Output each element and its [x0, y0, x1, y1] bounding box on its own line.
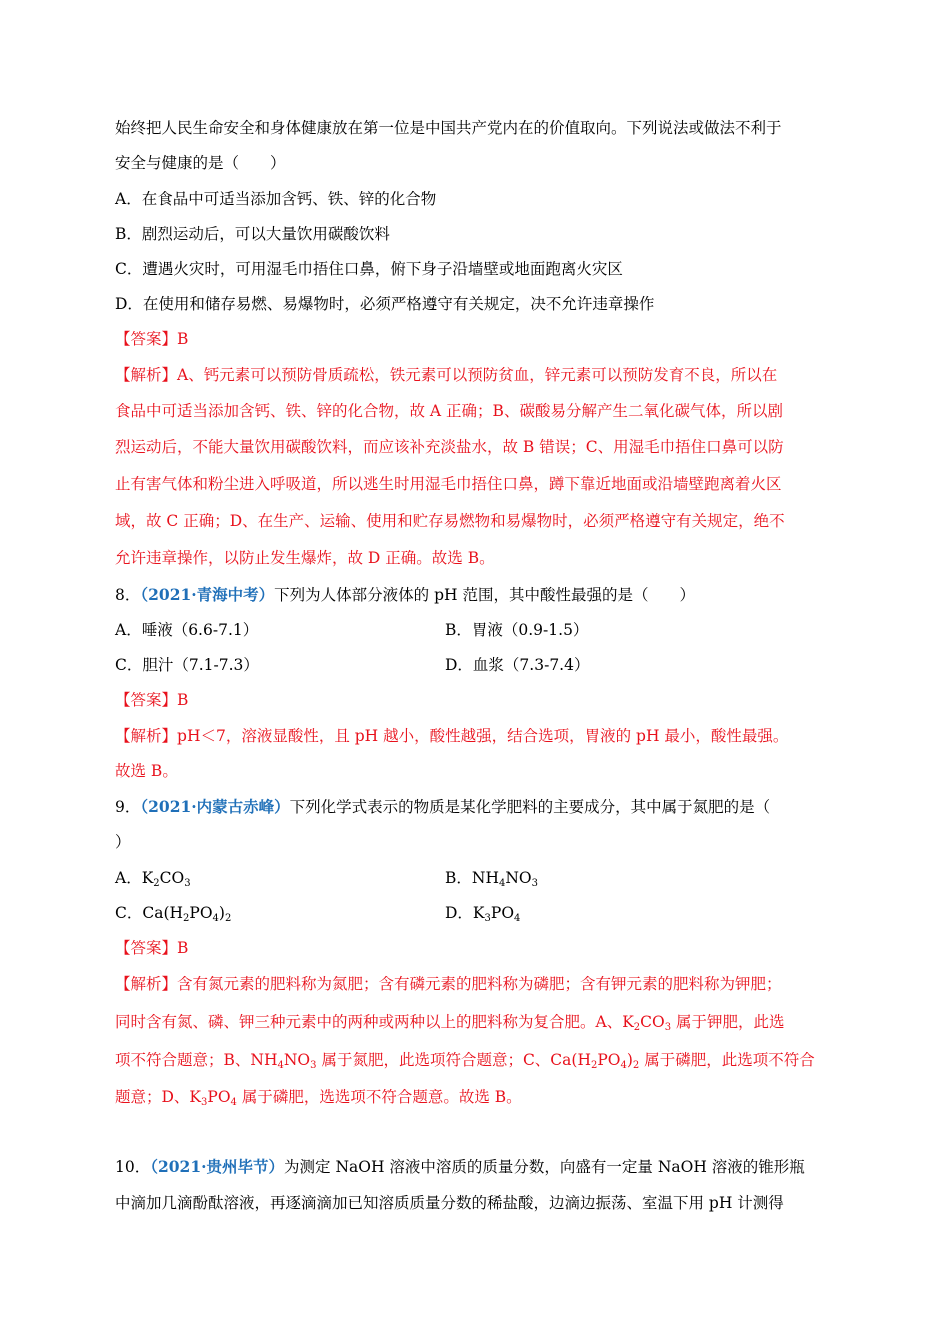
q7-option-a: A．在食品中可适当添加含钙、铁、锌的化合物	[115, 190, 437, 208]
q9-analysis-line2: 同时含有氮、磷、钾三种元素中的两种或两种以上的肥料称为复合肥。A、$K_2CO_3$ 属于钾肥，此选	[115, 1013, 785, 1033]
q9-option-b: B．$NH_4NO_3$	[445, 869, 539, 889]
q7-stem-line2: 安全与健康的是（ ）	[115, 154, 286, 172]
q9-analysis-line1: 【解析】含有氮元素的肥料称为氮肥；含有磷元素的肥料称为磷肥；含有钾元素的肥料称为钾肥；	[115, 975, 782, 993]
q9-source: （2021·内蒙古赤峰）	[140, 797, 290, 816]
q7-option-b: B．剧烈运动后，可以大量饮用碳酸饮料	[115, 225, 390, 243]
q9-answer: 【答案】B	[115, 939, 189, 957]
analysis-tag: 【解析】	[115, 975, 178, 993]
q9-options-row2	[115, 903, 835, 923]
q8-option-a: A．唾液（6.6-7.1）	[115, 621, 259, 639]
q10-source: （2021·贵州毕节）	[150, 1157, 285, 1176]
q9-options-row1	[115, 868, 835, 888]
q9-option-c: C．$Ca(H_2PO_4)_2$	[115, 904, 232, 924]
q7-stem-line1: 始终把人民生命安全和身体健康放在第一位是中国共产党内在的价值取向。下列说法或做法不利于	[115, 119, 782, 137]
q7-answer: 【答案】B	[115, 330, 189, 348]
q7-analysis-line6: 允许违章操作，以防止发生爆炸，故 D 正确。故选 B。	[115, 549, 495, 567]
q9-stem: 9．（2021·内蒙古赤峰）下列化学式表示的物质是某化学肥料的主要成分，其中属于氮肥的是（	[115, 797, 771, 816]
q8-number: 8．	[115, 586, 141, 604]
analysis-tag: 【解析】	[115, 727, 178, 745]
q10-number: 10．	[115, 1158, 151, 1176]
q7-analysis-line3: 烈运动后，不能大量饮用碳酸饮料，而应该补充淡盐水，故 B 错误；C、用湿毛巾捂住口鼻可以防	[115, 438, 784, 456]
q7-analysis-line2: 食品中可适当添加含钙、铁、锌的化合物，故 A 正确；B、碳酸易分解产生二氧化碳气体，所以剧	[115, 402, 783, 420]
q8-options-row2	[115, 655, 835, 675]
q8-options-row1	[115, 620, 835, 640]
q9-analysis-line3: 项不符合题意；B、$NH_4NO_3$ 属于氮肥，此选项符合题意；C、$Ca(H_2PO_4)_2$ 属于磷肥，此选项不符合	[115, 1051, 815, 1071]
q7-analysis-line4: 止有害气体和粉尘进入呼吸道，所以逃生时用湿毛巾捂住口鼻，蹲下靠近地面或沿墙壁跑离着火区	[115, 475, 782, 493]
q7-analysis-line5: 域，故 C 正确；D、在生产、运输、使用和贮存易燃物和易爆物时，必须严格遵守有关规定，绝不	[115, 512, 785, 530]
q8-option-b: B．胃液（0.9-1.5）	[445, 621, 589, 639]
q9-number: 9．	[115, 798, 141, 816]
q8-analysis-line1: 【解析】pH＜7，溶液显酸性，且 pH 越小，酸性越强，结合选项，胃液的 pH 最小，酸性最强。	[115, 727, 789, 745]
q9-option-d: D．$K_3PO_4$	[445, 904, 521, 924]
q8-option-d: D．血浆（7.3-7.4）	[445, 656, 590, 674]
q7-option-d: D．在使用和储存易燃、易爆物时，必须严格遵守有关规定，决不允许违章操作	[115, 295, 655, 313]
q9-option-a: A．$K_2CO_3$	[115, 869, 191, 889]
analysis-tag: 【解析】	[115, 366, 178, 384]
q9-analysis-line4: 题意；D、$K_3PO_4$ 属于磷肥，选选项不符合题意。故选 B。	[115, 1088, 522, 1108]
q10-stem-line1: 10．（2021·贵州毕节）为测定 NaOH 溶液中溶质的质量分数，向盛有一定量 NaOH 溶液的锥形瓶	[115, 1157, 805, 1176]
q10-stem-line2: 中滴加几滴酚酞溶液，再逐滴滴加已知溶质质量分数的稀盐酸，边滴边振荡、室温下用 pH 计测得	[115, 1194, 784, 1212]
q7-analysis-line1: 【解析】A、钙元素可以预防骨质疏松，铁元素可以预防贫血，锌元素可以预防发育不良，所以在	[115, 366, 778, 384]
q9-stem-line2: ）	[115, 833, 131, 851]
q8-stem: 8．（2021·青海中考）下列为人体部分液体的 pH 范围，其中酸性最强的是（ ）	[115, 585, 695, 604]
q8-answer: 【答案】B	[115, 691, 189, 709]
q8-analysis-line2: 故选 B。	[115, 762, 178, 780]
q7-option-c: C．遭遇火灾时，可用湿毛巾捂住口鼻，俯下身子沿墙壁或地面跑离火灾区	[115, 260, 623, 278]
q8-source: （2021·青海中考）	[140, 585, 275, 604]
q8-option-c: C．胆汁（7.1-7.3）	[115, 656, 259, 674]
